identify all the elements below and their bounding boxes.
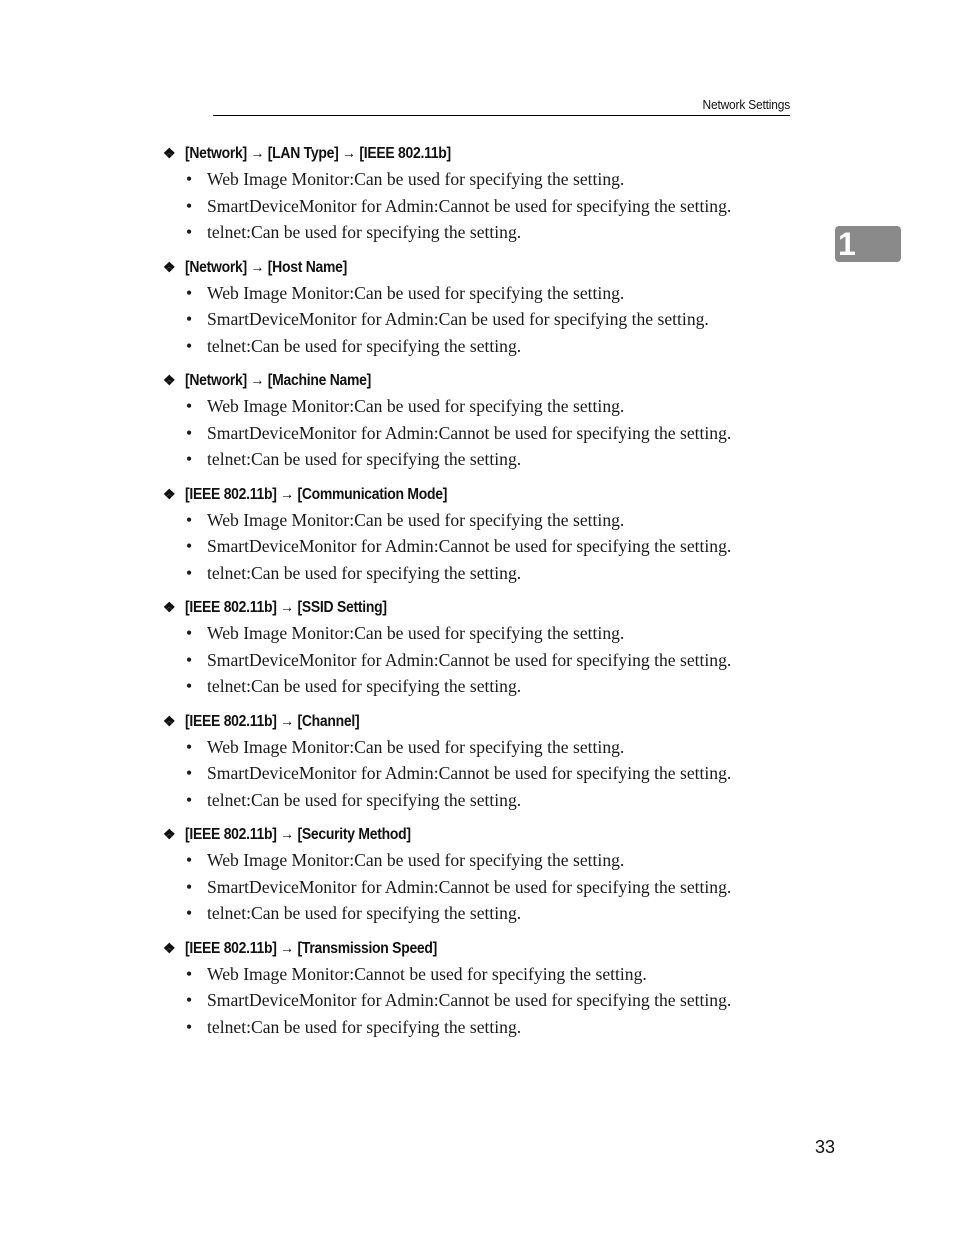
list-item — [163, 620, 823, 647]
section-host-name — [163, 255, 823, 360]
list-item-text: telnet:Can be used for specifying the setting. — [207, 335, 522, 356]
list-item-text: Web Image Monitor:Can be used for specifying the setting. — [207, 282, 625, 303]
bullet-icon: • — [186, 649, 193, 670]
section-title: [IEEE 802.11b] → [Transmission Speed] — [185, 939, 438, 957]
section-heading — [163, 368, 823, 392]
list-item — [163, 446, 823, 473]
bullet-icon: • — [186, 309, 193, 329]
section-lan-type — [163, 141, 823, 246]
bullet-list — [163, 620, 823, 700]
section-title: [IEEE 802.11b] → [Communication Mode] — [185, 485, 448, 503]
list-item — [163, 219, 823, 246]
section-title: [IEEE 802.11b] → [Channel] — [185, 712, 360, 730]
list-item — [163, 647, 823, 674]
list-item — [163, 166, 823, 193]
list-item — [163, 987, 823, 1014]
list-item — [163, 393, 823, 420]
section-title: [IEEE 802.11b] → [SSID Setting] — [185, 599, 387, 616]
list-item-text: telnet:Can be used for specifying the setting. — [207, 222, 522, 242]
section-title: [Network] → [Host Name] — [185, 258, 347, 276]
section-title: [Network] → [LAN Type] → [IEEE 802.11b] — [185, 145, 451, 162]
running-header: Network Settings — [213, 95, 790, 116]
bullet-icon: • — [186, 1016, 193, 1037]
list-item — [163, 507, 823, 534]
diamond-bullet-icon: ❖ — [163, 599, 176, 615]
list-item — [163, 874, 823, 901]
list-item — [163, 280, 823, 307]
list-item — [163, 560, 823, 587]
list-item — [163, 193, 823, 220]
bullet-icon: • — [186, 449, 193, 469]
list-item-text: SmartDeviceMonitor for Admin:Cannot be used for specifying the setting. — [207, 649, 732, 670]
section-transmission-speed — [163, 936, 823, 1041]
bullet-list — [163, 961, 823, 1041]
list-item-text: SmartDeviceMonitor for Admin:Cannot be used for specifying the setting. — [207, 195, 732, 216]
list-item — [163, 306, 823, 333]
bullet-icon: • — [186, 876, 193, 897]
section-security-method — [163, 822, 823, 927]
list-item — [163, 673, 823, 700]
diamond-bullet-icon: ❖ — [163, 258, 176, 275]
bullet-list — [163, 280, 823, 360]
page-content — [163, 141, 823, 1049]
list-item — [163, 961, 823, 988]
diamond-bullet-icon: ❖ — [163, 372, 176, 388]
list-item-text: telnet:Can be used for specifying the setting. — [207, 1016, 522, 1037]
list-item-text: SmartDeviceMonitor for Admin:Cannot be used for specifying the setting. — [207, 990, 732, 1010]
section-communication-mode — [163, 482, 823, 587]
list-item-text: SmartDeviceMonitor for Admin:Can be used for specifying the setting. — [207, 309, 709, 329]
list-item — [163, 420, 823, 447]
bullet-icon: • — [186, 536, 193, 556]
section-heading — [163, 595, 823, 619]
list-item-text: Web Image Monitor:Can be used for specifying the setting. — [207, 396, 625, 416]
bullet-icon: • — [186, 736, 193, 757]
bullet-list — [163, 393, 823, 473]
list-item-text: telnet:Can be used for specifying the setting. — [207, 449, 522, 469]
bullet-icon: • — [186, 850, 193, 870]
list-item — [163, 787, 823, 814]
bullet-icon: • — [186, 335, 193, 356]
bullet-icon: • — [186, 623, 193, 643]
bullet-icon: • — [186, 422, 193, 443]
list-item — [163, 847, 823, 874]
bullet-icon: • — [186, 562, 193, 583]
bullet-list — [163, 847, 823, 927]
bullet-icon: • — [186, 990, 193, 1010]
list-item — [163, 533, 823, 560]
list-item-text: Web Image Monitor:Can be used for specifying the setting. — [207, 850, 625, 870]
list-item-text: telnet:Can be used for specifying the setting. — [207, 676, 522, 696]
bullet-icon: • — [186, 222, 193, 242]
list-item-text: SmartDeviceMonitor for Admin:Cannot be used for specifying the setting. — [207, 422, 732, 443]
list-item-text: Web Image Monitor:Can be used for specifying the setting. — [207, 736, 625, 757]
diamond-bullet-icon: ❖ — [163, 485, 176, 502]
diamond-bullet-icon: ❖ — [163, 939, 176, 956]
list-item-text: SmartDeviceMonitor for Admin:Cannot be used for specifying the setting. — [207, 536, 732, 556]
bullet-icon: • — [186, 195, 193, 216]
bullet-icon: • — [186, 963, 193, 984]
bullet-icon: • — [186, 282, 193, 303]
bullet-list — [163, 734, 823, 814]
list-item-text: SmartDeviceMonitor for Admin:Cannot be used for specifying the setting. — [207, 876, 732, 897]
list-item-text: telnet:Can be used for specifying the setting. — [207, 789, 522, 810]
list-item — [163, 734, 823, 761]
section-ssid-setting — [163, 595, 823, 700]
bullet-icon: • — [186, 763, 193, 783]
list-item-text: Web Image Monitor:Can be used for specifying the setting. — [207, 169, 625, 189]
section-title: [Network] → [Machine Name] — [185, 372, 371, 389]
list-item — [163, 333, 823, 360]
list-item-text: Web Image Monitor:Cannot be used for specifying the setting. — [207, 963, 647, 984]
section-title: [IEEE 802.11b] → [Security Method] — [185, 826, 411, 843]
diamond-bullet-icon: ❖ — [163, 826, 176, 842]
section-heading — [163, 141, 823, 165]
bullet-icon: • — [186, 396, 193, 416]
bullet-list — [163, 507, 823, 587]
chapter-tab: 1 — [835, 226, 901, 262]
list-item — [163, 760, 823, 787]
list-item — [163, 1014, 823, 1041]
list-item-text: SmartDeviceMonitor for Admin:Cannot be used for specifying the setting. — [207, 763, 732, 783]
section-machine-name — [163, 368, 823, 473]
bullet-list — [163, 166, 823, 246]
list-item-text: Web Image Monitor:Can be used for specifying the setting. — [207, 509, 625, 530]
section-heading — [163, 822, 823, 846]
list-item-text: Web Image Monitor:Can be used for specifying the setting. — [207, 623, 625, 643]
bullet-icon: • — [186, 676, 193, 696]
bullet-icon: • — [186, 789, 193, 810]
bullet-icon: • — [186, 509, 193, 530]
section-heading — [163, 255, 823, 279]
list-item — [163, 900, 823, 927]
page-number: 33 — [814, 1137, 835, 1157]
section-channel — [163, 709, 823, 814]
list-item-text: telnet:Can be used for specifying the setting. — [207, 903, 522, 923]
section-heading — [163, 936, 823, 960]
bullet-icon: • — [186, 903, 193, 923]
section-heading — [163, 482, 823, 506]
list-item-text: telnet:Can be used for specifying the setting. — [207, 562, 522, 583]
bullet-icon: • — [186, 169, 193, 189]
section-heading — [163, 709, 823, 733]
diamond-bullet-icon: ❖ — [163, 145, 176, 161]
diamond-bullet-icon: ❖ — [163, 712, 176, 729]
